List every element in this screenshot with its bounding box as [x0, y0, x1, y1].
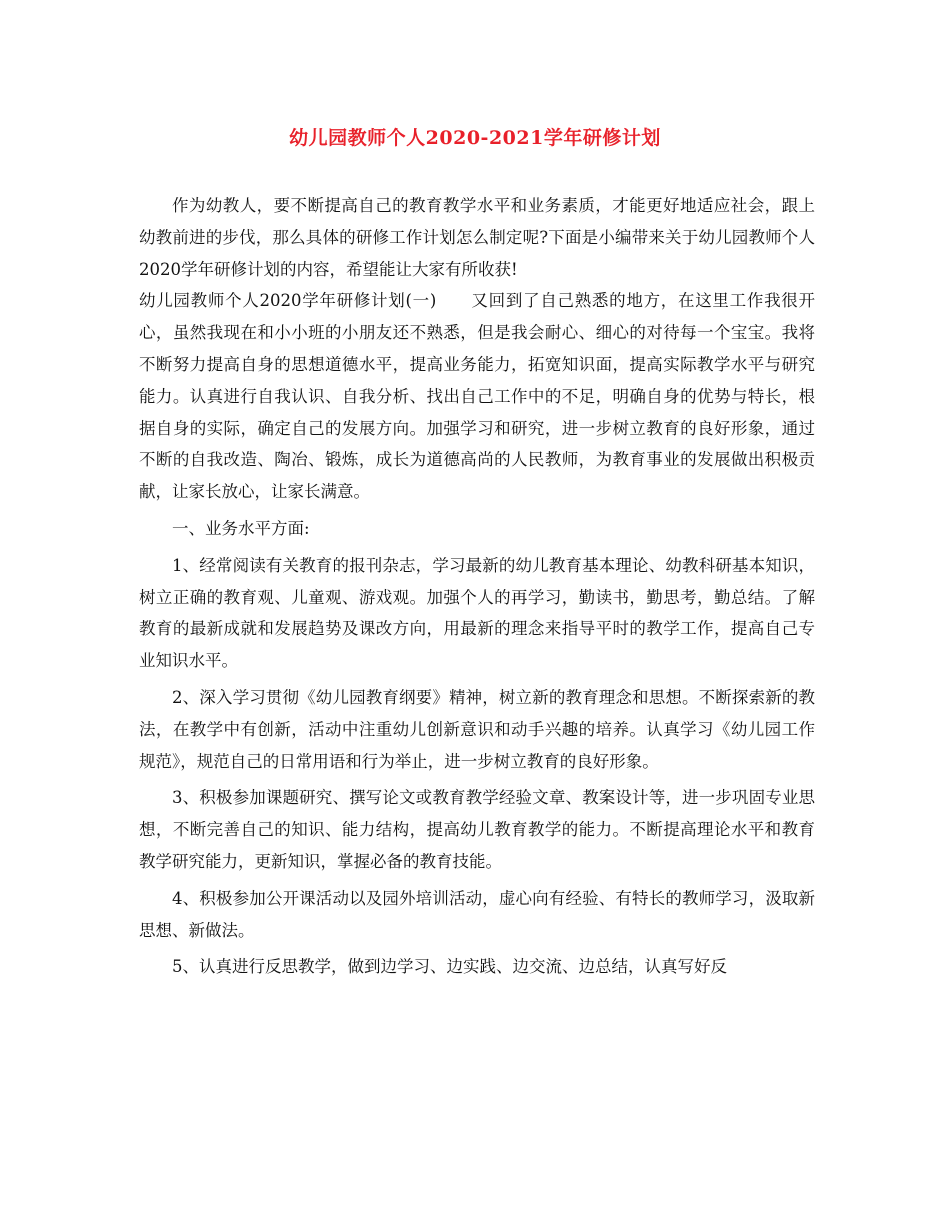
- document-body: [139, 190, 815, 983]
- item-paragraph-4: 4、积极参加公开课活动以及园外培训活动，虚心向有经验、有特长的教师学习，汲取新思想、新做法。: [139, 888, 815, 940]
- item-paragraph-5: 5、认真进行反思教学，做到边学习、边实践、边交流、边总结，认真写好反: [172, 957, 727, 977]
- item-paragraph-2: 2、深入学习贯彻《幼儿园教育纲要》精神，树立新的教育理念和思想。不断探索新的教法，在教学中有创新，活动中注重幼儿创新意识和动手兴趣的培养。认真学习《幼儿园工作规范》，规范自己的日常用语和行为举止，进一步树立教育的良好形象。: [139, 687, 815, 771]
- item-paragraph-3: 3、积极参加课题研究、撰写论文或教育教学经验文章、教案设计等，进一步巩固专业思想，不断完善自己的知识、能力结构，提高幼儿教育教学的能力。不断提高理论水平和教育教学研究能力，更新知识，掌握必备的教育技能。: [139, 788, 815, 871]
- section-heading: 一、业务水平方面:: [172, 518, 310, 538]
- intro-paragraph: 作为幼教人，要不断提高自己的教育教学水平和业务素质，才能更好地适应社会，跟上幼教前进的步伐，那么具体的研修工作计划怎么制定呢?下面是小编带来关于幼儿园教师个人2020学年研修计划的内容，希望能让大家有所收获!: [139, 196, 815, 279]
- item-paragraph-1: 1、经常阅读有关教育的报刊杂志，学习最新的幼儿教育基本理论、幼教科研基本知识，树立正确的教育观、儿童观、游戏观。加强个人的再学习，勤读书，勤思考，勤总结。了解教育的最新成就和发展趋势及课改方向，用最新的理念来指导平时的教学工作，提高自己专业知识水平。: [139, 555, 815, 671]
- plan-one-paragraph: 幼儿园教师个人2020学年研修计划(一) 又回到了自己熟悉的地方，在这里工作我很开心，虽然我现在和小小班的小朋友还不熟悉，但是我会耐心、细心的对待每一个宝宝。我将不断努力提高自身的思想道德水平，提高业务能力，拓宽知识面，提高实际教学水平与研究能力。认真进行自我认识、自我分析、找出自己工作中的不足，明确自身的优势与特长，根据自身的实际，确定自己的发展方向。加强学习和研究，进一步树立教育的良好形象，通过不断的自我改造、陶冶、锻炼，成长为道德高尚的人民教师，为教育事业的发展做出积极贡献，让家长放心，让家长满意。: [139, 291, 815, 502]
- document-title: 幼儿园教师个人2020-2021学年研修计划: [289, 127, 661, 149]
